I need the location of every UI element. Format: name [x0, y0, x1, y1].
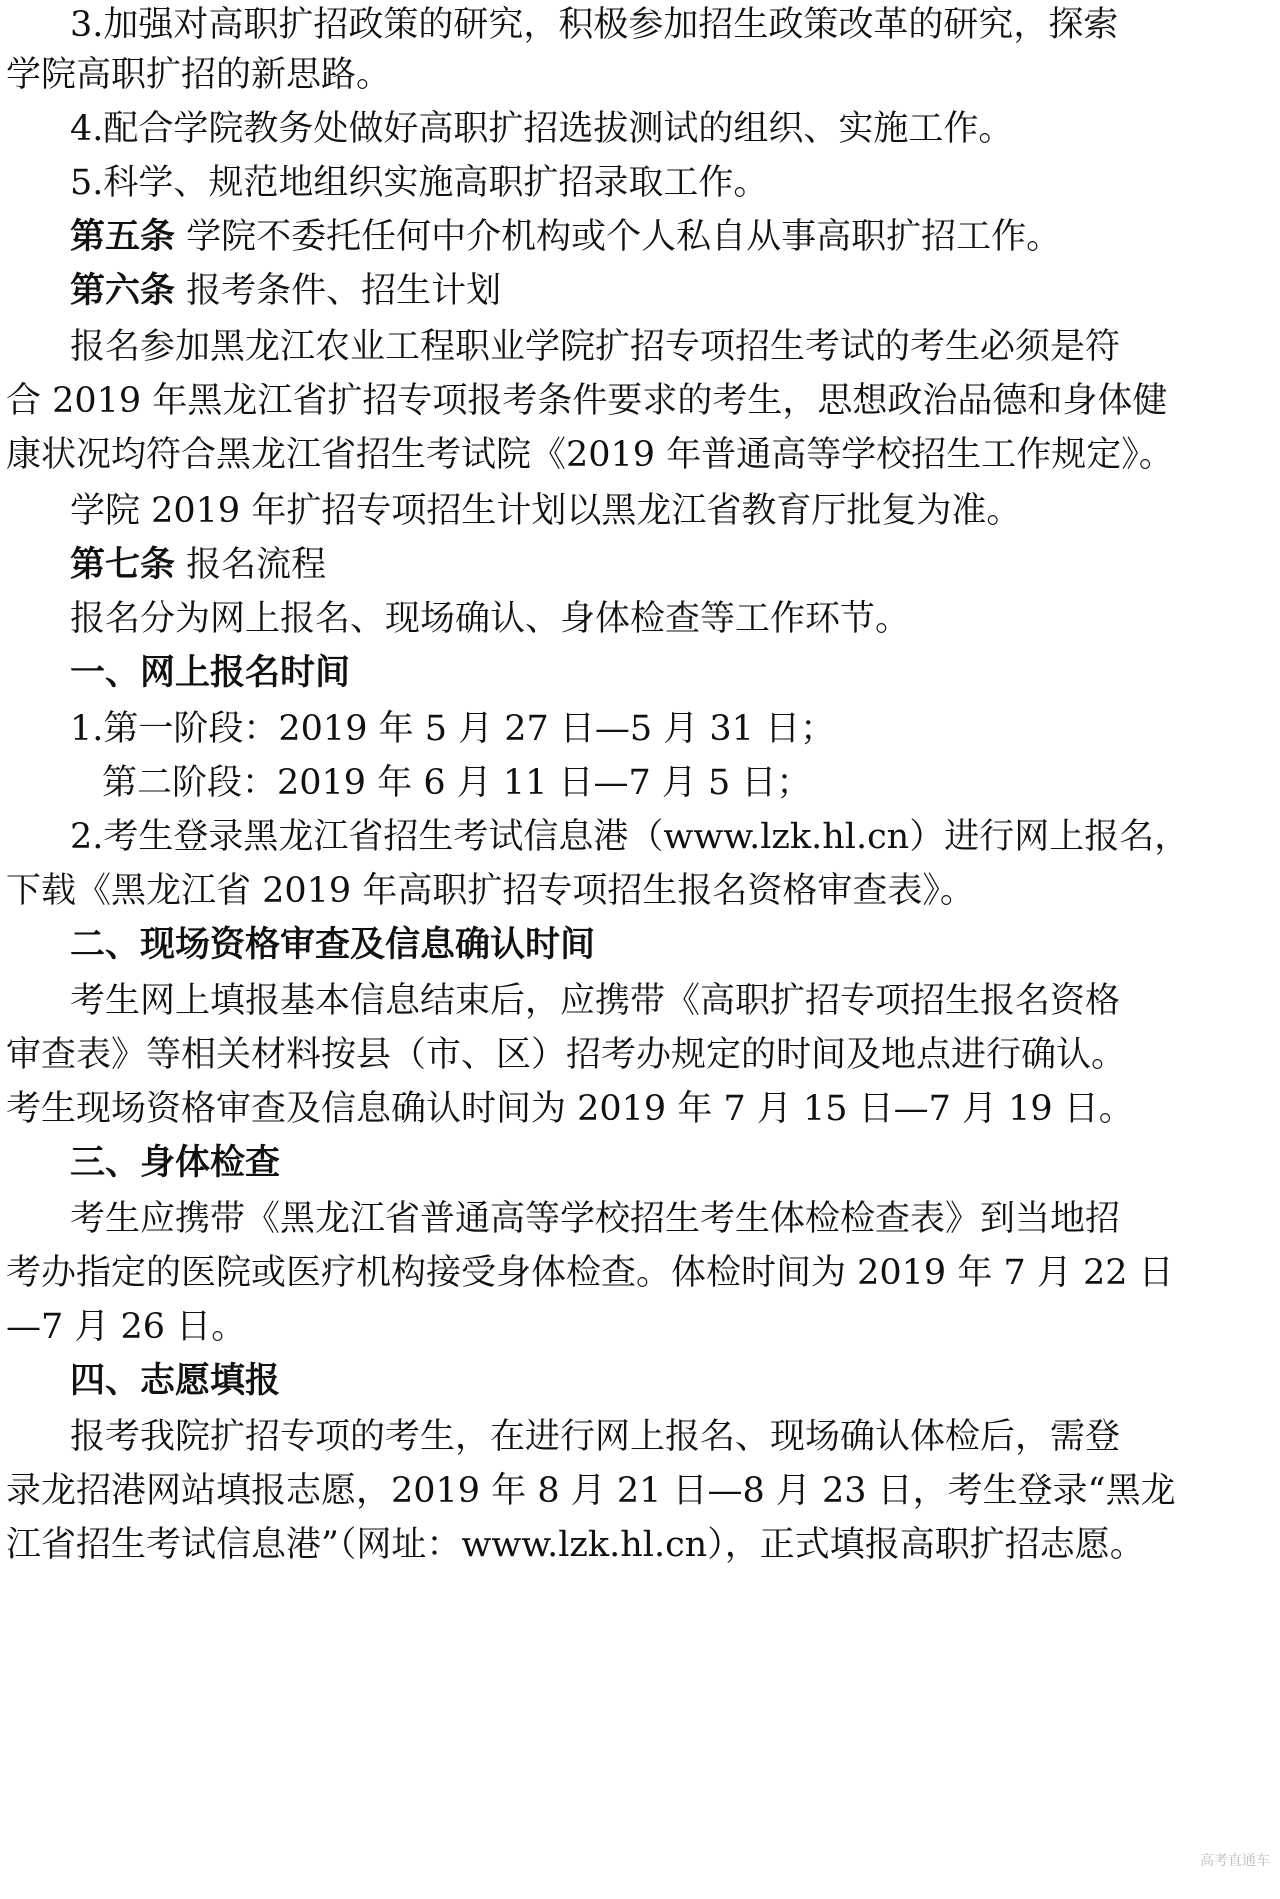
- text-line: 报考我院扩招专项的考生，在进行网上报名、现场确认体检后，需登: [70, 1417, 1121, 1457]
- text-line: 考办指定的医院或医疗机构接受身体检查。体检时间为 2019 年 7 月 22 日: [6, 1253, 1174, 1293]
- section-heading: 四、志愿填报: [70, 1361, 281, 1401]
- text-line: 3.加强对高职扩招政策的研究，积极参加招生政策改革的研究，探索: [70, 5, 1119, 45]
- article-label: 第七条: [70, 545, 176, 585]
- article-label: 第六条: [70, 271, 176, 311]
- article-line: 第六条 报考条件、招生计划: [70, 271, 502, 311]
- text-line: 江省招生考试信息港”（网址：www.lzk.hl.cn），正式填报高职扩招志愿。: [6, 1525, 1145, 1565]
- text-line: 审查表》等相关材料按县（市、区）招考办规定的时间及地点进行确认。: [6, 1035, 1127, 1075]
- text-line: 考生网上填报基本信息结束后，应携带《高职扩招专项招生报名资格: [70, 981, 1121, 1021]
- text-line: 报名分为网上报名、现场确认、身体检查等工作环节。: [70, 599, 911, 639]
- text-line: 学院 2019 年扩招专项招生计划以黑龙江省教育厅批复为准。: [70, 491, 1022, 531]
- text-line: 报名参加黑龙江农业工程职业学院扩招专项招生考试的考生必须是符: [70, 327, 1121, 367]
- article-label: 第五条: [70, 217, 176, 257]
- text-line: 4.配合学院教务处做好高职扩招选拔测试的组织、实施工作。: [70, 109, 1014, 149]
- text-line: 学院高职扩招的新思路。: [6, 55, 392, 95]
- text-line: 第二阶段：2019 年 6 月 11 日—7 月 5 日；: [102, 763, 812, 803]
- section-heading: 一、网上报名时间: [70, 653, 351, 693]
- text-line: 5.科学、规范地组织实施高职扩招录取工作。: [70, 163, 769, 203]
- article-line: 第七条 报名流程: [70, 545, 327, 585]
- section-heading: 二、现场资格审查及信息确认时间: [70, 925, 596, 965]
- text-line: 合 2019 年黑龙江省扩招专项报考条件要求的考生，思想政治品德和身体健: [6, 381, 1168, 421]
- text-line: 1.第一阶段：2019 年 5 月 27 日—5 月 31 日；: [70, 709, 836, 749]
- text-line: 录龙招港网站填报志愿，2019 年 8 月 21 日—8 月 23 日，考生登录“黑龙: [6, 1471, 1176, 1511]
- article-line: 第五条 学院不委托任何中介机构或个人私自从事高职扩招工作。: [70, 217, 1062, 257]
- section-heading: 三、身体检查: [70, 1143, 281, 1183]
- watermark: 高考直通车: [1200, 1853, 1270, 1869]
- text-line: 考生现场资格审查及信息确认时间为 2019 年 7 月 15 日—7 月 19 日。: [6, 1089, 1134, 1129]
- text-line: 考生应携带《黑龙江省普通高等学校招生考生体检检查表》到当地招: [70, 1199, 1121, 1239]
- text-line: 2.考生登录黑龙江省招生考试信息港（www.lzk.hl.cn）进行网上报名，: [70, 817, 1190, 857]
- text-line: —7 月 26 日。: [6, 1307, 247, 1347]
- text-line: 康状况均符合黑龙江省招生考试院《2019 年普通高等学校招生工作规定》。: [6, 435, 1174, 475]
- text-line: 下载《黑龙江省 2019 年高职扩招专项招生报名资格审查表》。: [6, 871, 975, 911]
